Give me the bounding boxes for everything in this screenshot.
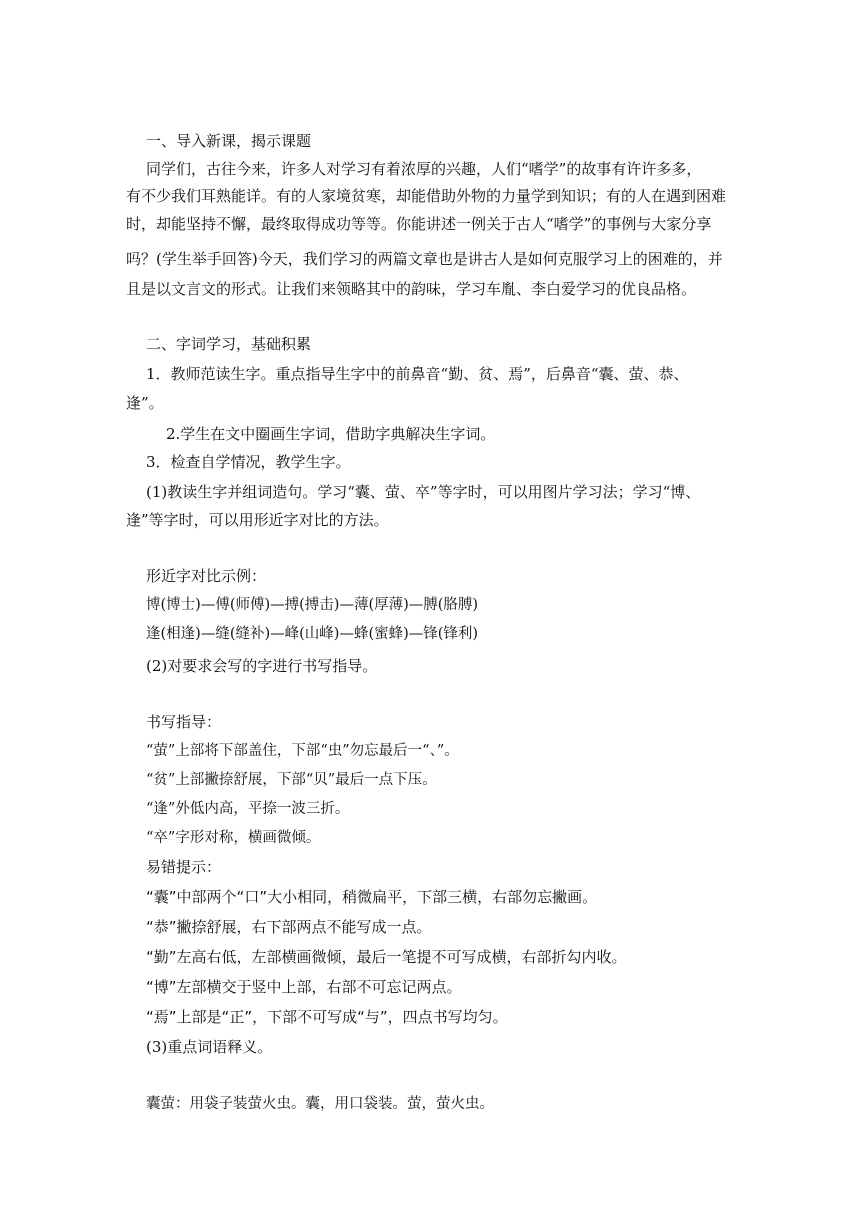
section1-para-line: 且是以文言文的形式。让我们来领略其中的韵味，学习车胤、李白爱学习的优良品格。 — [126, 280, 697, 298]
section1-para-line: 同学们，古往今来，许多人对学习有着浓厚的兴趣，人们“嗜学”的故事有许许多多， — [146, 160, 702, 178]
writing-title: 书写指导： — [146, 713, 222, 731]
section1-para-line: 时，却能坚持不懈，最终取得成功等等。你能讲述一例关于古人“嗜学”的事例与大家分享 — [126, 215, 712, 233]
item2-text: 2.学生在文中圈画生字词，借助字典解决生字词。 — [166, 425, 496, 443]
compare-line: 博(博士)—傅(师傅)—搏(搏击)—薄(厚薄)—膊(胳膊) — [146, 597, 479, 613]
sub1-line: (1)教读生字并组词造句。学习“囊、萤、卒”等字时，可以用图片学习法；学习“博、 — [146, 483, 701, 501]
item3-text: 3．检查自学情况，教学生字。 — [146, 453, 351, 471]
writing-line: “卒”字形对称，横画微倾。 — [146, 830, 321, 846]
writing-line: “贫”上部撇捺舒展，下部“贝”最后一点下压。 — [146, 772, 437, 788]
section2-heading: 二、字词学习，基础积累 — [146, 335, 312, 353]
error-line: “博”左部横交于竖中上部，右部不可忘记两点。 — [146, 978, 462, 996]
compare-line: 逢(相逢)—缝(缝补)—峰(山峰)—蜂(蜜蜂)—锋(锋利) — [146, 626, 479, 642]
section1-heading: 一、导入新课，揭示课题 — [146, 132, 312, 150]
gloss-text: 囊萤：用袋子装萤火虫。囊，用口袋装。萤，萤火虫。 — [146, 1096, 494, 1112]
error-line: “勤”左高右低，左部横画微倾，最后一笔提不可写成横，右部折勾内收。 — [146, 948, 627, 966]
writing-line: “逢”外低内高，平捺一波三折。 — [146, 801, 350, 817]
error-line: “囊”中部两个“口”大小相同，稍微扁平，下部三横，右部勿忘撇画。 — [146, 888, 598, 906]
section1-para-line: 吗？(学生举手回答)今天，我们学习的两篇文章也是讲古人是如何克服学习上的困难的，并 — [126, 250, 723, 268]
sub2-text: (2)对要求会写的字进行书写指导。 — [146, 657, 378, 675]
sub1-line: 逢”等字时，可以用形近字对比的方法。 — [126, 511, 389, 529]
section1-para-line: 有不少我们耳熟能详。有的人家境贫寒，却能借助外物的力量学到知识；有的人在遇到困难 — [126, 187, 727, 205]
compare-title: 形近字对比示例： — [146, 567, 267, 585]
item1-line: 逢”。 — [126, 394, 164, 412]
item1-line: 1．教师范读生字。重点指导生字中的前鼻音“勤、贫、焉”，后鼻音“囊、萤、恭、 — [146, 365, 689, 383]
error-title: 易错提示： — [146, 858, 222, 876]
sub3-text: (3)重点词语释义。 — [146, 1038, 273, 1056]
error-line: “恭”撇捺舒展，右下部两点不能写成一点。 — [146, 918, 432, 936]
writing-line: “萤”上部将下部盖住，下部“虫”勿忘最后一“、”。 — [146, 743, 459, 759]
error-line: “焉”上部是“正”，下部不可写成“与”，四点书写均匀。 — [146, 1008, 508, 1026]
